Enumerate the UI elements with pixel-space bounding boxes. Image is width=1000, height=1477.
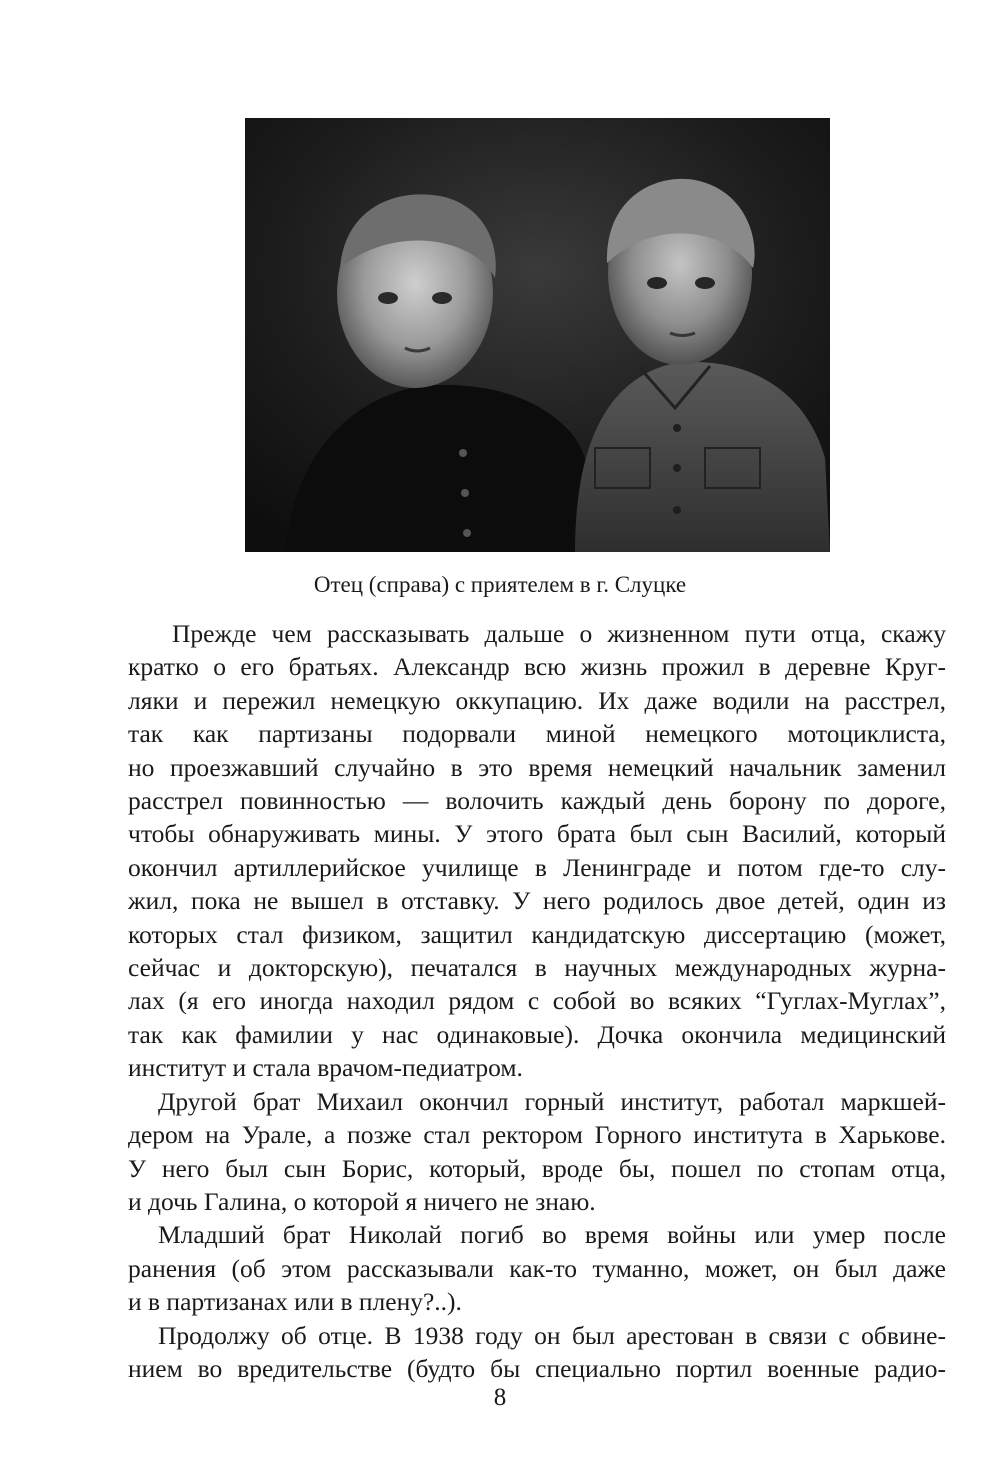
paragraph-3 <box>128 1218 946 1318</box>
text-line: но проезжавший случайно в это время немецкий начальник заменил <box>128 752 946 782</box>
text-line: и дочь Галина, о которой я ничего не знаю. <box>128 1186 596 1216</box>
text-line: ранения (об этом рассказывали как-то туманно, может, он был даже <box>128 1253 946 1283</box>
text-line: сейчас и докторскую), печатался в научных международных журна- <box>128 953 946 983</box>
paragraph-1 <box>128 617 946 1085</box>
figure-caption: Отец (справа) с приятелем в г. Слуцке <box>313 572 687 597</box>
text-line: Прежде чем рассказывать дальше о жизненном пути отца, скажу <box>172 619 946 648</box>
photo-image <box>245 118 830 552</box>
photo-two-young-men <box>245 118 830 552</box>
text-line: жил, пока не вышел в отставку. У него родилось двое детей, один из <box>128 886 946 916</box>
text-line: и в партизанах или в плену?..). <box>128 1287 462 1317</box>
text-line: чтобы обнаруживать мины. У этого брата был сын Василий, который <box>128 819 946 849</box>
text-line: лах (я его иногда находил рядом с собой во всяких “Гуглах-Муглах”, <box>128 986 946 1016</box>
paragraph-4 <box>128 1319 946 1386</box>
text-line: кратко о его братьях. Александр всю жизнь прожил в деревне Круг- <box>128 652 946 682</box>
text-line: институт и стала врачом-педиатром. <box>128 1053 523 1083</box>
text-line: Другой брат Михаил окончил горный институт, работал маркшей- <box>158 1086 946 1116</box>
body-text <box>128 617 946 1385</box>
paragraph-2 <box>128 1085 946 1219</box>
text-line: Младший брат Николай погиб во время войны или умер после <box>158 1220 946 1250</box>
text-line: ляки и пережил немецкую оккупацию. Их даже водили на расстрел, <box>128 685 946 715</box>
text-line: расстрел повинностью — волочить каждый день борону по дороге, <box>128 786 946 816</box>
text-line: Продолжу об отце. В 1938 году он был арестован в связи с обвине- <box>158 1320 946 1350</box>
text-line: нием во вредительстве (будто бы специально портил военные радио- <box>128 1353 946 1383</box>
text-line: окончил артиллерийское училище в Ленинграде и потом где-то слу- <box>128 852 946 882</box>
text-line: так как фамилии у нас одинаковые). Дочка окончила медицинский <box>128 1019 946 1049</box>
text-line: У него был сын Борис, который, вроде бы, пошел по стопам отца, <box>128 1153 946 1183</box>
text-line: так как партизаны подорвали миной немецкого мотоциклиста, <box>128 719 946 749</box>
text-line: которых стал физиком, защитил кандидатскую диссертацию (может, <box>128 919 946 949</box>
text-line: дером на Урале, а позже стал ректором Горного института в Харькове. <box>128 1120 946 1150</box>
page-number: 8 <box>493 1384 507 1411</box>
